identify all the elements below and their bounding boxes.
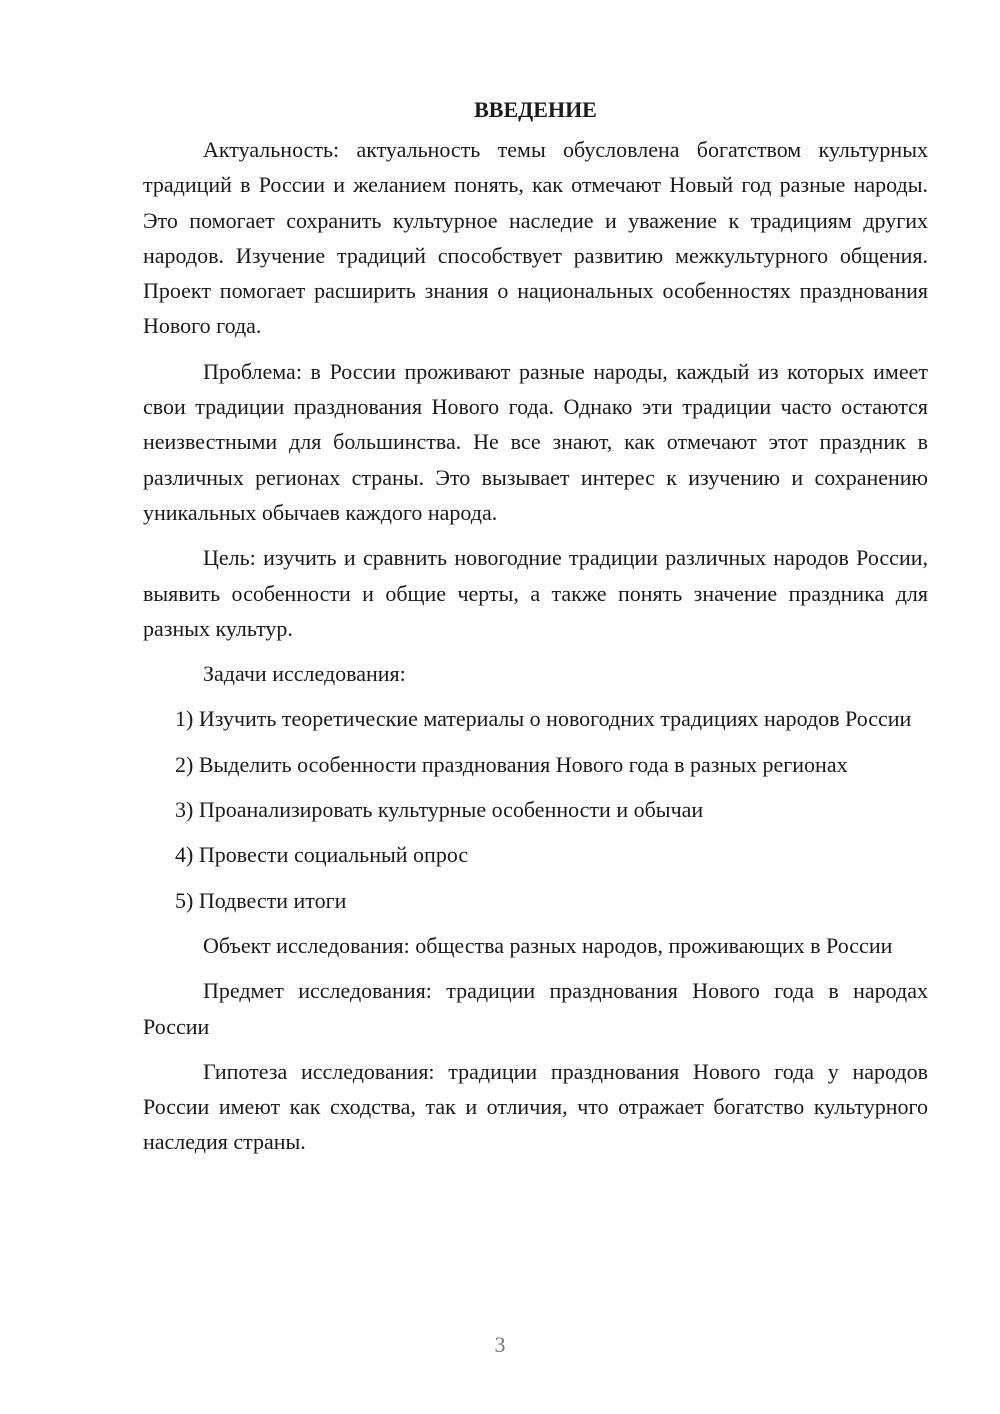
list-item: 4) Провести социальный опрос — [175, 842, 469, 868]
problem-paragraph: Проблема: в России проживают разные народы, каждый из которых имеет свои традиции празднования Нового года. Однако эти традиции часто остаются неизвестными для большинства. Не все знают, как отмечают этот праздник в различных регионах страны. Это вызывает интерес к изучению и сохранению уникальных обычаев каждого народа. — [143, 358, 928, 525]
goal-paragraph: Цель: изучить и сравнить новогодние традиции различных народов России, выявить особенности и общие черты, а также понять значение праздника для разных культур. — [143, 545, 928, 641]
page-title: ВВЕДЕНИЕ — [474, 97, 597, 122]
list-item: 5) Подвести итоги — [175, 887, 347, 913]
list-item: 1) Изучить теоретические материалы о новогодних традициях народов России — [175, 706, 912, 732]
hypothesis-paragraph: Гипотеза исследования: традиции празднования Нового года у народов России имеют как сходства, так и отличия, что отражает богатство культурного наследия страны. — [143, 1058, 928, 1155]
relevance-paragraph: Актуальность: актуальность темы обусловлена богатством культурных традиций в России и желанием понять, как отмечают Новый год разные народы. Это помогает сохранить культурное наследие и уважение к традициям других народов. Изучение традиций способствует развитию межкультурного общения. Проект помогает расширить знания о национальных особенностях празднования Нового года. — [143, 137, 928, 339]
page-number: 3 — [494, 1332, 506, 1357]
document-page — [143, 92, 928, 1170]
subject-paragraph: Предмет исследования: традиции празднования Нового года в народах России — [143, 978, 928, 1039]
list-item: 3) Проанализировать культурные особенности и обычаи — [175, 797, 704, 823]
object-paragraph: Объект исследования: общества разных народов, проживающих в России — [203, 932, 893, 958]
tasks-list — [143, 701, 928, 917]
list-item: 2) Выделить особенности празднования Нового года в разных регионах — [175, 751, 848, 777]
tasks-heading: Задачи исследования: — [203, 661, 406, 687]
